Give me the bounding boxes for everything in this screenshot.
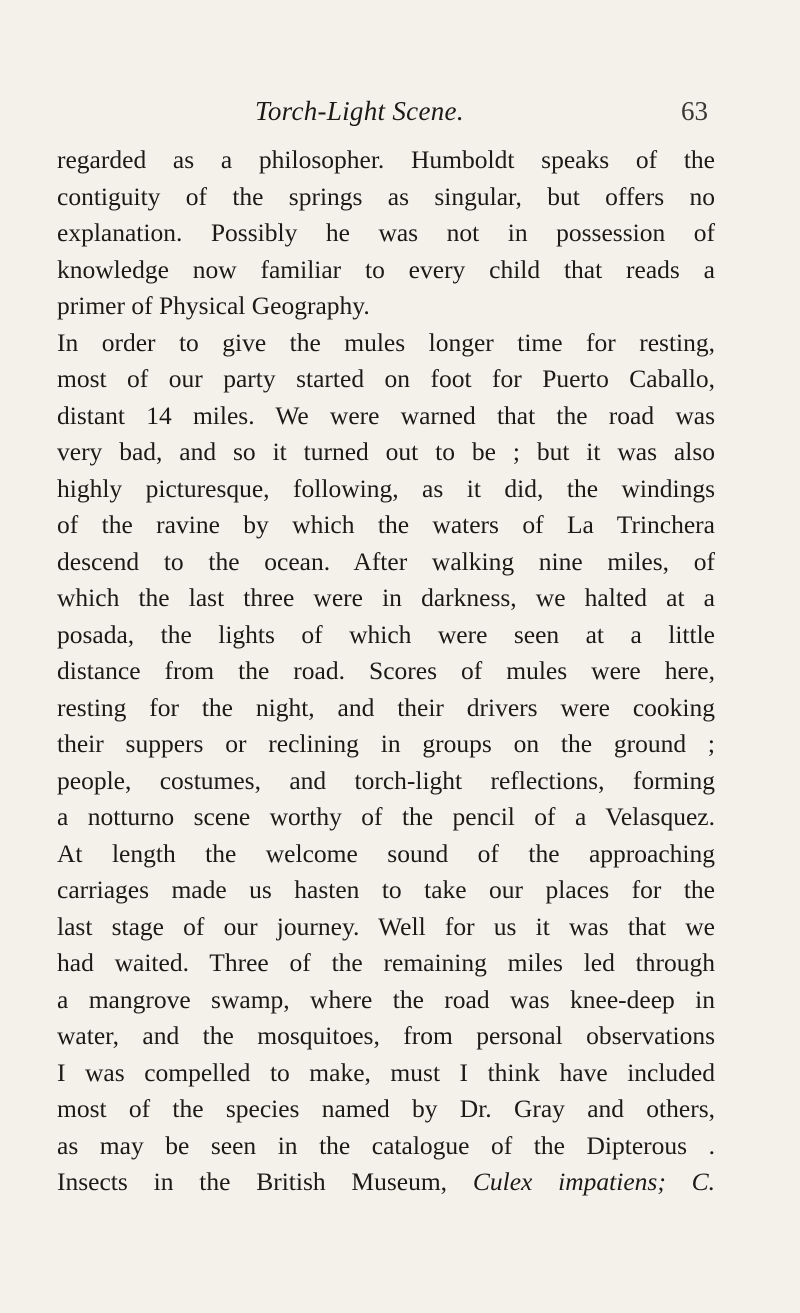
text-line: At length the welcome sound of the approaching — [57, 838, 715, 868]
running-title: Torch-Light Scene. — [255, 96, 464, 126]
text-line: distance from the road. Scores of mules were here, — [57, 656, 715, 685]
text-line: of the ravine by which the waters of La Trinchera — [57, 510, 715, 539]
text-line: primer of Physical Geography. — [57, 291, 370, 320]
species-continuation: C. — [691, 1167, 716, 1196]
text-line: distant 14 miles. We were warned that the road was — [57, 400, 715, 430]
species-separator: ; — [657, 1167, 692, 1196]
text-line: most of our party started on foot for Puerto Caballo, — [57, 364, 715, 393]
text-line: last stage of our journey. Well for us it was that we — [57, 911, 715, 941]
body-text — [57, 142, 715, 1201]
text-line: water, and the mosquitoes, from personal observations — [57, 1021, 715, 1050]
text-line: contiguity of the springs as singular, but offers no — [57, 181, 715, 211]
final-line-text: Insects in the British Museum, — [57, 1167, 448, 1196]
text-line: descend to the ocean. After walking nine miles, of — [57, 546, 715, 576]
text-line: resting for the night, and their drivers were cooking — [57, 692, 715, 722]
text-line: I was compelled to make, must I think have included — [57, 1057, 715, 1087]
text-line: had waited. Three of the remaining miles led through — [57, 948, 715, 977]
page-header — [0, 96, 800, 136]
text-line: explanation. Possibly he was not in possession of — [57, 218, 715, 247]
text-line: regarded as a philosopher. Humboldt speaks of the — [57, 145, 715, 174]
text-line: In order to give the mules longer time for resting, — [57, 327, 715, 357]
text-line: highly picturesque, following, as it did, the windings — [57, 473, 715, 503]
text-line: their suppers or reclining in groups on the ground ; — [57, 729, 715, 758]
text-line: posada, the lights of which were seen at a little — [57, 619, 715, 649]
species-name: Culex impatiens — [472, 1167, 658, 1196]
text-line: knowledge now familiar to every child that reads a — [57, 254, 715, 284]
text-line: a mangrove swamp, where the road was knee-deep in — [57, 984, 715, 1014]
text-line: very bad, and so it turned out to be ; but it was also — [57, 437, 715, 466]
text-line: carriages made us hasten to take our places for the — [57, 875, 715, 904]
text-line-final — [57, 1164, 715, 1201]
text-line: a notturno scene worthy of the pencil of a Velasquez. — [57, 802, 715, 831]
text-line: most of the species named by Dr. Gray and others, — [57, 1094, 715, 1123]
text-line: people, costumes, and torch-light reflections, forming — [57, 765, 715, 795]
text-line: which the last three were in darkness, we halted at a — [57, 583, 715, 612]
text-line: as may be seen in the catalogue of the Dipterous . — [57, 1130, 715, 1160]
page-number: 63 — [681, 96, 708, 126]
